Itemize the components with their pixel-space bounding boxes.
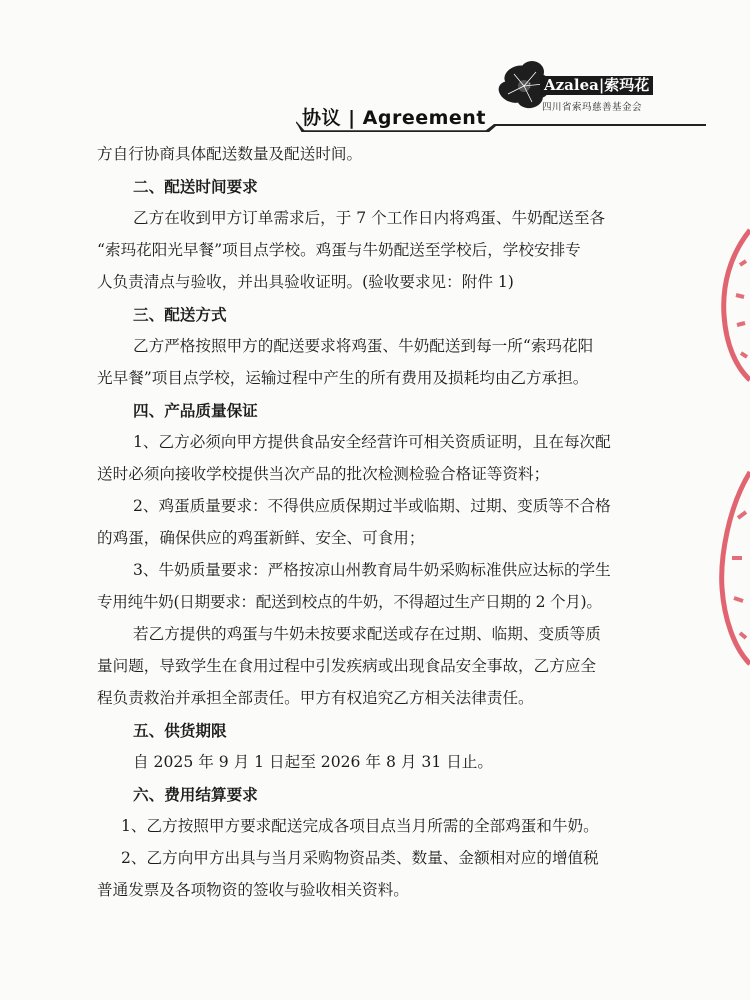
page-header-title: 协议 | Agreement	[302, 107, 486, 129]
section-heading: 二、配送时间要求	[133, 177, 258, 196]
section-heading: 三、配送方式	[133, 305, 227, 324]
text-line: 乙方严格按照甲方的配送要求将鸡蛋、牛奶配送到每一所“索玛花阳	[133, 337, 594, 355]
section-heading: 五、供货期限	[133, 721, 227, 740]
text-line: 自 2025 年 9 月 1 日起至 2026 年 8 月 31 日止。	[133, 753, 493, 771]
logo-subtitle: 四川省索玛慈善基金会	[542, 102, 643, 113]
text-line: 1、乙方按照甲方要求配送完成各项目点当月所需的全部鸡蛋和牛奶。	[121, 817, 599, 835]
text-line: 1、乙方必须向甲方提供食品安全经营许可相关资质证明，且在每次配	[133, 433, 611, 451]
text-line: 乙方在收到甲方订单需求后，于 7 个工作日内将鸡蛋、牛奶配送至各	[133, 209, 606, 227]
text-line: 2、乙方向甲方出具与当月采购物资品类、数量、金额相对应的增值税	[121, 849, 599, 867]
red-seal-fragment-bottom	[710, 468, 750, 668]
text-line: 光早餐”项目点学校，运输过程中产生的所有费用及损耗均由乙方承担。	[97, 369, 589, 387]
red-seal-fragment-top	[710, 225, 750, 385]
text-line: 2、鸡蛋质量要求：不得供应质保期过半或临期、过期、变质等不合格	[133, 497, 611, 515]
text-line: 人负责清点与验收，并出具验收证明。(验收要求见：附件 1)	[97, 273, 514, 291]
text-line: 程负责救治并承担全部责任。甲方有权追究乙方相关法律责任。	[97, 689, 534, 707]
text-line: 3、牛奶质量要求：严格按凉山州教育局牛奶采购标准供应达标的学生	[133, 561, 611, 579]
header-rule	[296, 120, 706, 132]
logo-brand-text: Azalea|索玛花	[540, 76, 653, 95]
section-heading: 六、费用结算要求	[133, 785, 258, 804]
text-line: 专用纯牛奶(日期要求：配送到校点的牛奶，不得超过生产日期的 2 个月)。	[97, 593, 602, 611]
text-line: 量问题，导致学生在食用过程中引发疾病或出现食品安全事故，乙方应全	[97, 657, 597, 675]
text-line: 方自行协商具体配送数量及配送时间。	[97, 145, 363, 163]
section-heading: 四、产品质量保证	[133, 401, 258, 420]
text-line: “索玛花阳光早餐”项目点学校。鸡蛋与牛奶配送至学校后，学校安排专	[97, 241, 581, 259]
text-line: 的鸡蛋，确保供应的鸡蛋新鲜、安全、可食用；	[97, 529, 425, 547]
text-line: 送时必须向接收学校提供当次产品的批次检测检验合格证等资料；	[97, 465, 550, 483]
text-line: 若乙方提供的鸡蛋与牛奶未按要求配送或存在过期、临期、变质等质	[133, 625, 601, 643]
text-line: 普通发票及各项物资的签收与验收相关资料。	[97, 881, 409, 899]
